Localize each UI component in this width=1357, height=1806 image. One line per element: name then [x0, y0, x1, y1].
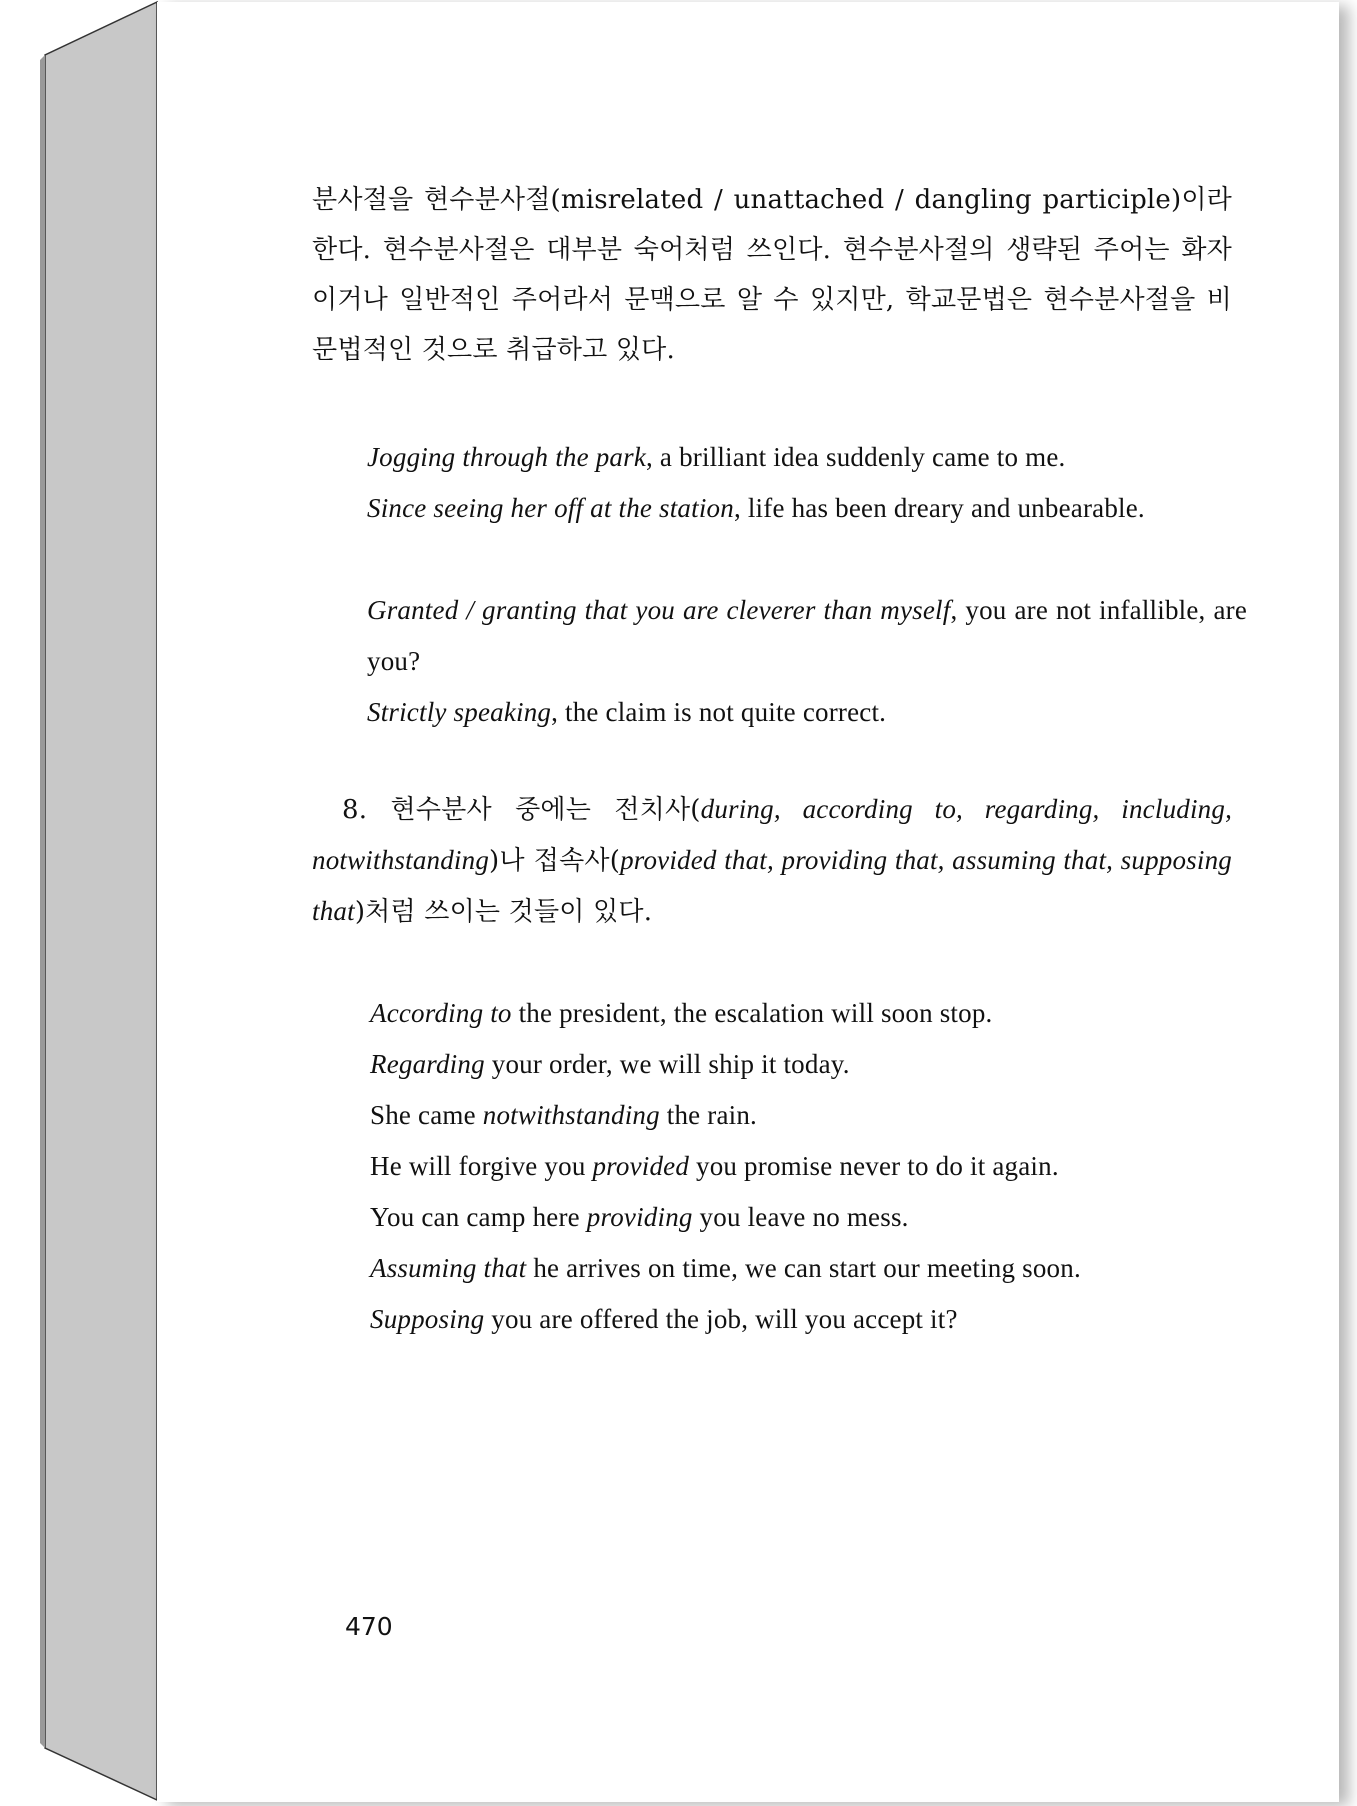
example-block-2	[312, 988, 1232, 1368]
example-sentence: He will forgive you provided you promise never to do it again.	[370, 1151, 1059, 1181]
example-sentence: Since seeing her off at the station, life has been dreary and unbearable.	[367, 493, 1145, 523]
book-spine-side	[0, 0, 160, 1806]
example-block-1	[312, 432, 1248, 732]
example-sentence: Granted / granting that you are cleverer than myself, you are not infallible, are you?	[367, 595, 1248, 676]
paragraph-item-8: 8. 현수분사 중에는 전치사(during, according to, regarding, including, notwithstanding)나 접속사(provided that, providing that, assuming that, supposing that)처럼 쓰이는 것들이 있다.	[312, 794, 1233, 927]
example-sentence: Jogging through the park, a brilliant idea suddenly came to me.	[367, 442, 1066, 472]
example-sentence: You can camp here providing you leave no mess.	[370, 1202, 909, 1232]
example-sentence: She came notwithstanding the rain.	[370, 1100, 758, 1130]
example-sentence: Supposing you are offered the job, will you accept it?	[370, 1304, 958, 1334]
book-page	[157, 2, 1339, 1802]
example-sentence: According to the president, the escalation will soon stop.	[370, 998, 993, 1028]
example-sentence: Regarding your order, we will ship it today.	[370, 1049, 850, 1079]
example-sentence: Assuming that he arrives on time, we can start our meeting soon.	[370, 1253, 1081, 1283]
page-number: 470	[345, 1612, 393, 1641]
paragraph-dangling-participle: 분사절을 현수분사절(misrelated / unattached / dangling participle)이라 한다. 현수분사절은 대부분 숙어처럼 쓰인다. 현수분사절의 생략된 주어는 화자이거나 일반적인 주어라서 문맥으로 알 수 있지만, 학교문법은 현수분사절을 비문법적인 것으로 취급하고 있다.	[312, 185, 1232, 365]
example-sentence: Strictly speaking, the claim is not quite correct.	[367, 697, 887, 727]
